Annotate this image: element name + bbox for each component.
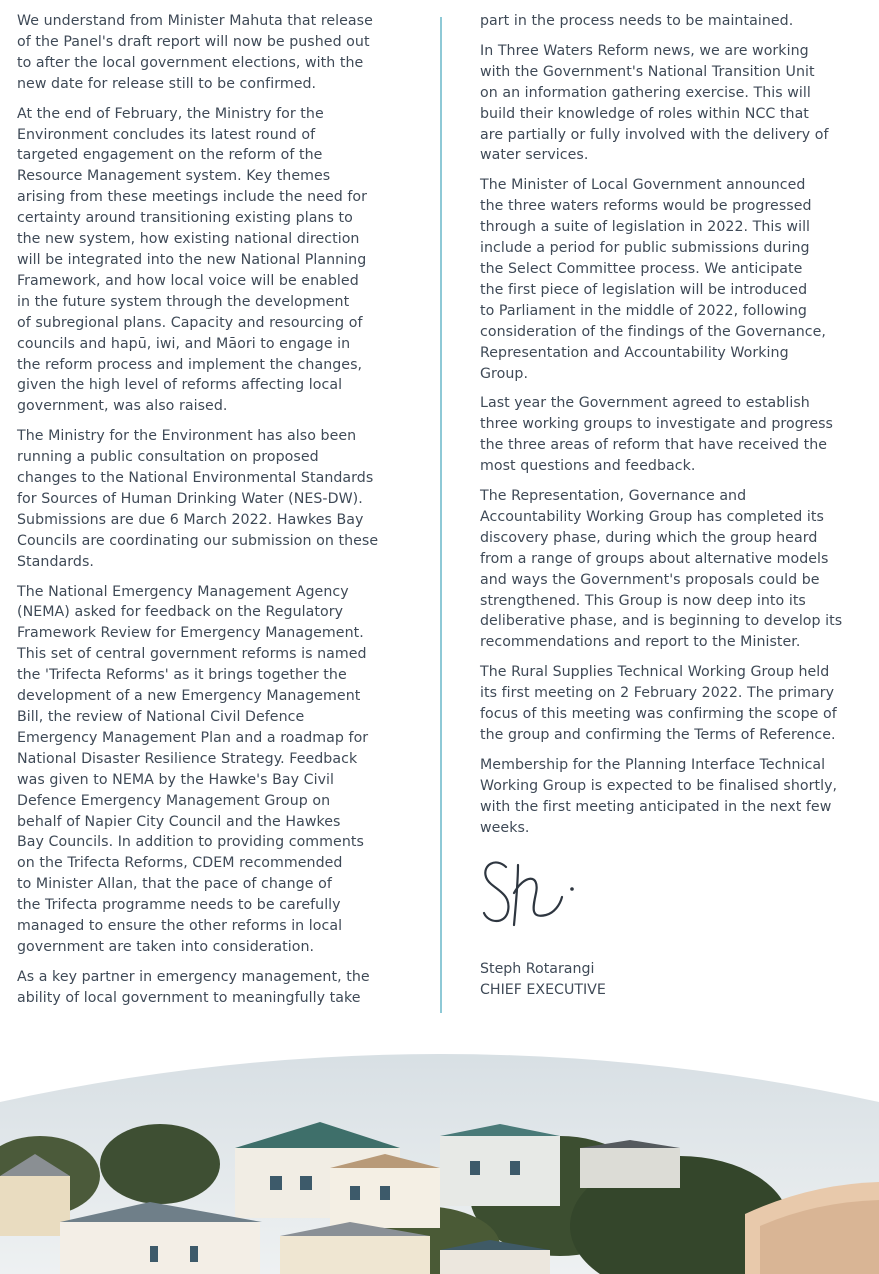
paragraph-drinking-water: The Ministry for the Environment has also been running a public consultation on proposed changes to the National Environmental Standards for Sources of Human Drinking Water (NES-DW). Submissions are due 6 March 2022. Hawkes Bay Councils are coordinating our submission on these Standards. [17,428,379,570]
signoff [480,959,606,1001]
paragraph-elections: We understand from Minister Mahuta that release of the Panel's draft report will now be pushed out to after the local government elections, with the new date for release still to be confirmed. [17,13,373,92]
napier-hillside-photo [0,1036,879,1274]
signer-name: Steph Rotarangi [480,961,595,977]
signature-image [478,853,588,935]
paragraph-nema: The National Emergency Management Agency (NEMA) asked for feedback on the Regulatory Framework Review for Emergency Management. This set of central government reforms is named the 'Trifecta Reforms' as it brings together the development of a new Emergency Management Bill, the review of National Civil Defence Emergency Management Plan and a roadmap for National Disaster Resilience Strategy. Feedback was given to NEMA by the Hawke's Bay Civil Defence Emergency Management Group on behalf of Napier City Council and the Hawkes Bay Councils. In addition to providing comments on the Trifecta Reforms, CDEM recommended to Minister Allan, that the pace of change of the Trifecta programme needs to be carefully managed to ensure the other reforms in local government are taken into consideration. [17,583,369,955]
left-column [17,11,412,1018]
right-column [480,11,872,848]
paragraph-planning-interface: Membership for the Planning Interface Technical Working Group is expected to be finalised shortly, with the first meeting anticipated in the next few weeks. [480,756,838,836]
paragraph-rural-supplies: The Rural Supplies Technical Working Group held its first meeting on 2 February 2022. The primary focus of this meeting was confirming the scope of the group and confirming the Terms of Reference. [480,664,837,743]
paragraph-representation-group: The Representation, Governance and Accountability Working Group has completed its discovery phase, during which the group heard from a range of groups about alternative models and ways the Government's proposals could be strengthened. This Group is now deep into its deliberative phase, and is beginning to develop its recommendations and report to the Minister. [480,488,843,651]
paragraph-working-groups: Last year the Government agreed to establish three working groups to investigate and progress the three areas of reform that have received the most questions and feedback. [480,395,833,475]
signer-title: CHIEF EXECUTIVE [480,981,606,998]
paragraph-legislation: The Minister of Local Government announced the three waters reforms would be progressed through a suite of legislation in 2022. This will include a period for public submissions during the Select Committee process. We anticipate the first piece of legislation will be introduced to Parliament in the middle of 2022, following consideration of the findings of the Governance, Representation and Accountability Working Group. [480,177,826,382]
paragraph-partner: As a key partner in emergency management, the ability of local government to meaningfully take [17,968,370,1006]
paragraph-three-waters: In Three Waters Reform news, we are working with the Government's National Transition Unit on an information gathering exercise. This will build their knowledge of roles within NCC that are partially or fully involved with the delivery of water services. [480,42,829,164]
paragraph-continued: part in the process needs to be maintained. [480,13,794,29]
column-divider [440,17,442,1013]
paragraph-resource-management: At the end of February, the Ministry for the Environment concludes its latest round of targeted engagement on the reform of the Resource Management system. Key themes arising from these meetings include the need for certainty around transitioning existing plans to the new system, how existing national direction will be integrated into the new National Planning Framework, and how local voice will be enabled in the future system through the development of subregional plans. Capacity and resourcing of councils and hapū, iwi, and Māori to engage in the reform process and implement the changes, given the high level of reforms affecting local government, was also raised. [17,105,368,415]
